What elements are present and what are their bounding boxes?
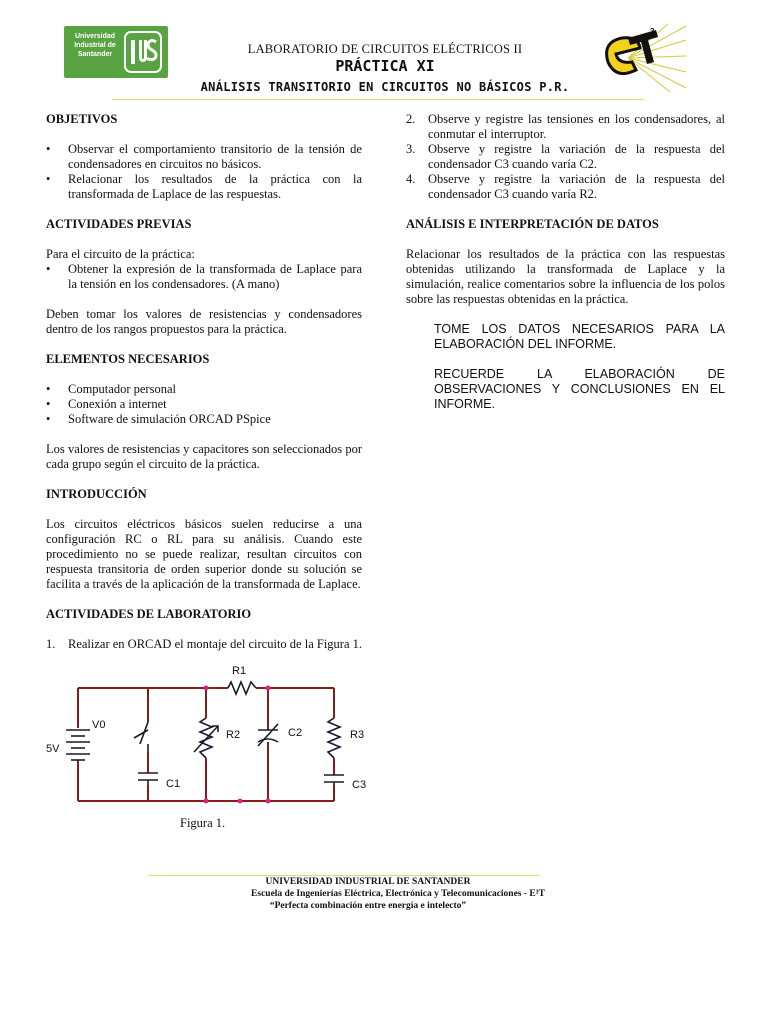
lab-item-text: Observe y registre la variación de la respuesta del condensador C3 cuando varía R2. (428, 172, 725, 201)
lab-item-number: 3. (406, 142, 416, 156)
introduccion-para: Los circuitos eléctricos básicos suelen reducirse a una configuración RC o RL para su análisis. Cuando este procedimiento no se puede realizar, resultan circuitos con respuesta transitoria de orden superior donde su solución se facilita a través de la aplicación de la transformada de Laplace. (46, 517, 362, 591)
uis-mark-icon (124, 31, 162, 73)
elementos-heading: ELEMENTOS NECESARIOS (46, 352, 210, 366)
lab-item-number: 1. (46, 637, 56, 651)
footer-university: UNIVERSIDAD INDUSTRIAL DE SANTANDER (265, 877, 471, 887)
uis-logo (64, 26, 168, 78)
lab-title: LABORATORIO DE CIRCUITOS ELÉCTRICOS II (247, 42, 523, 56)
uis-logo-text: Universidad Industrial de Santander (74, 33, 116, 58)
objetivos-heading: OBJETIVOS (46, 112, 118, 126)
actividades-previas-para: Deben tomar los valores de resistencias y condensadores dentro de los rangos propuestos para la práctica. (46, 307, 362, 336)
svg-text:3: 3 (650, 27, 655, 36)
lab-item-text: Observe y registre la variación de la respuesta del condensador C3 cuando varía C2. (428, 142, 725, 171)
label-c2: C2 (288, 727, 303, 739)
practice-subtitle: ANÁLISIS TRANSITORIO EN CIRCUITOS NO BÁSICOS P.R. (200, 80, 570, 94)
label-c1: C1 (166, 778, 181, 790)
lab-item-text: Realizar en ORCAD el montaje del circuito de la Figura 1. (68, 637, 363, 651)
lab-item-4 (406, 172, 725, 202)
lab-item-text: Observe y registre las tensiones en los condensadores, al conmutar el interruptor. (428, 112, 725, 141)
objetivo-item: • Relacionar los resultados de la práctica con la transformada de Laplace de las respuestas. (46, 172, 362, 202)
label-r3: R3 (350, 729, 365, 741)
elemento-item: • Software de simulación ORCAD PSpice (46, 412, 362, 427)
actividades-previas-intro: Para el circuito de la práctica: (46, 247, 195, 261)
lab-item-2 (406, 112, 725, 142)
label-5v: 5V (46, 743, 60, 755)
label-r2: R2 (226, 729, 241, 741)
e3t-logo (598, 22, 688, 94)
figure-caption: Figura 1. (180, 816, 226, 830)
elemento-item: • Computador personal (46, 382, 362, 397)
lab-item-number: 4. (406, 172, 416, 186)
actividades-lab-heading: ACTIVIDADES DE LABORATORIO (46, 607, 252, 621)
objetivo-item: • Observar el comportamiento transitorio de la tensión de condensadores en circuitos no básicos. (46, 142, 362, 172)
circuit-diagram (40, 660, 380, 810)
label-r1: R1 (232, 665, 247, 677)
header-rule (112, 99, 644, 100)
elemento-item: • Conexión a internet (46, 397, 362, 412)
note-recuerde: RECUERDE LA ELABORACIÓN DE OBSERVACIONES Y CONCLUSIONES EN EL INFORME. (434, 367, 725, 411)
introduccion-heading: INTRODUCCIÓN (46, 487, 147, 501)
analisis-para: Relacionar los resultados de la práctica con las respuestas obtenidas utilizando la transformada de Laplace y la simulación, realice comentarios sobre la influencia de los polos sobre las respuestas obtenidas en la práctica. (406, 247, 725, 306)
actividades-previas-heading: ACTIVIDADES PREVIAS (46, 217, 192, 231)
actividad-previa-item: • Obtener la expresión de la transformada de Laplace para la tensión en los condensadores. (A mano) (46, 262, 362, 292)
label-c3: C3 (352, 779, 367, 791)
footer-motto: “Perfecta combinación entre energía e intelecto” (269, 901, 467, 911)
lab-item-3 (406, 142, 725, 172)
practice-title: PRÁCTICA XI (335, 57, 435, 75)
label-v0: V0 (92, 719, 106, 731)
right-column (406, 112, 725, 412)
analisis-heading: ANÁLISIS E INTERPRETACIÓN DE DATOS (406, 217, 659, 231)
footer-school: Escuela de Ingenierías Eléctrica, Electrónica y Telecomunicaciones - E³T (251, 889, 545, 899)
lab-item-number: 2. (406, 112, 416, 126)
footer-rule (148, 875, 540, 876)
note-tome-datos: TOME LOS DATOS NECESARIOS PARA LA ELABORACIÓN DEL INFORME. (434, 322, 725, 351)
lab-item-1 (46, 637, 362, 652)
left-column (46, 112, 362, 652)
elementos-para: Los valores de resistencias y capacitores son seleccionados por cada grupo según el circuito de la práctica. (46, 442, 362, 471)
